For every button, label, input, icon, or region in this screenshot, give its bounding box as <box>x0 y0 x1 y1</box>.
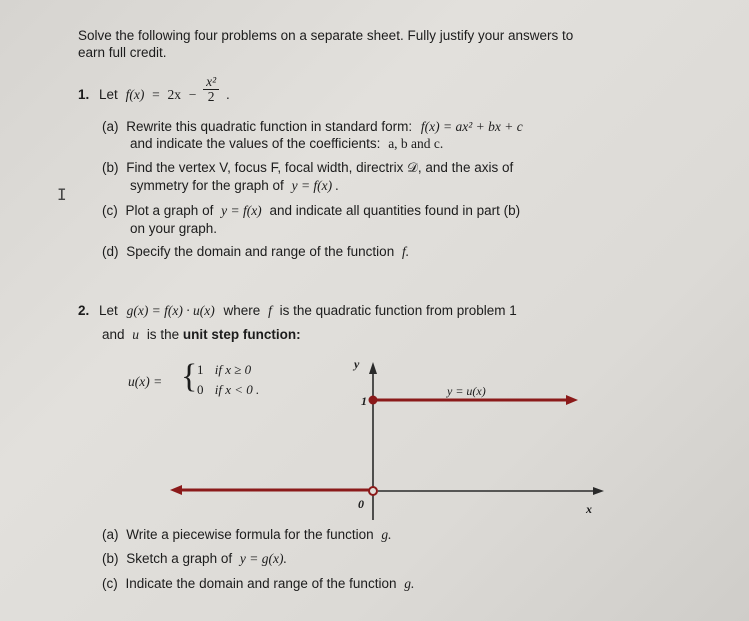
open-point-origin <box>369 487 377 495</box>
problem-2-gdef: g(x) = f(x) · u(x) <box>126 303 215 318</box>
unit-step-lhs: u(x) = <box>128 374 163 389</box>
problem-1-fx: f(x) <box>125 87 145 103</box>
x-axis-label: x <box>586 502 592 516</box>
problem-2c-line <box>102 576 414 592</box>
problem-1b-label: (b) <box>102 160 119 175</box>
problem-2-f: f <box>268 303 272 318</box>
closed-point-one <box>369 396 378 405</box>
problem-2b-line <box>102 551 287 567</box>
problem-1a-text-2: and indicate the values of the coefficients: <box>130 136 381 151</box>
text-cursor-icon: I <box>57 185 67 204</box>
tick-label-one: 1 <box>361 394 367 408</box>
problem-1a-text: Rewrite this quadratic function in standard form: <box>126 119 413 134</box>
fraction-denominator: 2 <box>207 89 215 104</box>
problem-2b-text: Sketch a graph of <box>126 551 233 566</box>
problem-1b-expr: y = f(x) . <box>291 178 339 193</box>
problem-2-usf: unit step function <box>182 327 297 342</box>
problem-1c-text: Plot a graph of <box>125 203 214 218</box>
instructions-line-1: Solve the following four problems on a separate sheet. Fully justify your answers to <box>78 28 574 43</box>
problem-1-2x: 2x <box>167 87 181 103</box>
problem-1b-text: Find the vertex V, focus F, focal width, directrix 𝒟, and the axis of <box>126 160 514 175</box>
problem-2-where: where <box>223 303 261 318</box>
problem-2a-text: Write a piecewise formula for the function <box>126 527 374 542</box>
x-axis-arrow <box>593 487 604 495</box>
step-function-label: y = u(x) <box>447 384 486 398</box>
problem-2b-label: (b) <box>102 551 119 566</box>
problem-1-let: Let <box>99 87 118 103</box>
y-axis-arrow <box>369 362 377 374</box>
problem-1b-text-2: symmetry for the graph of <box>130 178 284 193</box>
problem-2a-line <box>102 527 392 543</box>
problem-1-minus: − <box>188 87 197 103</box>
case-period: . <box>256 382 260 397</box>
problem-2c-label: (c) <box>102 576 118 591</box>
problem-2c-text: Indicate the domain and range of the function <box>125 576 397 591</box>
problem-1c-label: (c) <box>102 203 118 218</box>
problem-2-and: and <box>102 327 125 342</box>
tick-label-zero: 0 <box>358 497 364 511</box>
problem-2-colon: : <box>296 327 301 342</box>
problem-1d-text: Specify the domain and range of the function <box>126 244 395 259</box>
problem-2-is-the: is the <box>146 327 180 342</box>
problem-2c-g: g. <box>404 576 415 591</box>
problem-1d-f: f. <box>401 244 410 259</box>
step-upper-arrow <box>566 395 578 405</box>
problem-1c-line-2: on your graph. <box>130 221 218 236</box>
problem-1a-label: (a) <box>102 119 119 134</box>
problem-2-rest: is the quadratic function from problem 1 <box>279 303 517 318</box>
problem-2-u: u <box>132 327 140 342</box>
problem-1c-text-b: and indicate all quantities found in part (b) <box>269 203 521 218</box>
step-lower-arrow <box>170 485 182 495</box>
case-2-value: 0 <box>197 382 204 397</box>
problem-1c-expr: y = f(x) <box>221 203 262 218</box>
y-axis-label: y <box>354 357 360 371</box>
problem-1a-formula: f(x) = ax² + bx + c <box>420 119 523 134</box>
problem-1a-coeffs: a, b and c. <box>388 136 444 151</box>
fraction-numerator: x² <box>203 75 219 90</box>
piecewise-brace: { <box>181 358 198 395</box>
case-2-condition: if x < 0 <box>214 382 253 397</box>
case-1-value: 1 <box>197 362 204 377</box>
problem-2-number: 2. <box>78 303 90 318</box>
case-1-condition: if x ≥ 0 <box>214 362 252 377</box>
instructions-line-2: earn full credit. <box>78 45 167 60</box>
problem-2b-expr: y = g(x). <box>239 551 287 566</box>
problem-1d-label: (d) <box>102 244 119 259</box>
problem-2-let: Let <box>99 303 118 318</box>
problem-1-number: 1. <box>78 87 90 103</box>
problem-2a-label: (a) <box>102 527 119 542</box>
problem-1-period: . <box>225 87 230 103</box>
problem-2a-g: g. <box>381 527 392 542</box>
problem-1-equals: = <box>152 87 160 103</box>
